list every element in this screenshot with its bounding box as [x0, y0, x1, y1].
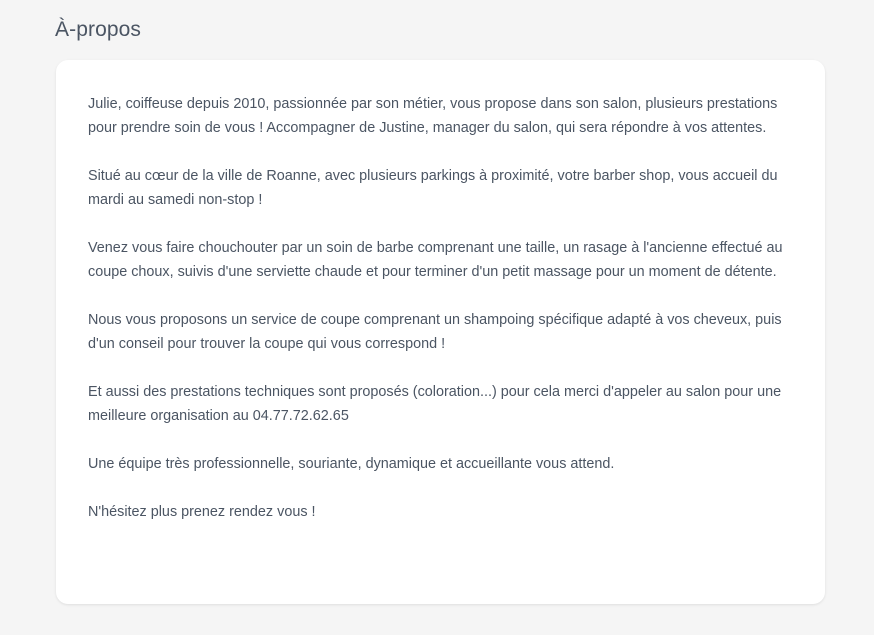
- about-paragraph-location: Situé au cœur de la ville de Roanne, avec plusieurs parkings à proximité, votre barber shop, vous accueil du mardi au samedi non-stop !: [88, 168, 778, 208]
- section-title: À-propos: [55, 18, 142, 41]
- about-paragraph-intro: Julie, coiffeuse depuis 2010, passionnée par son métier, vous propose dans son salon, plusieurs prestations pour prendre soin de vous ! Accompagner de Justine, manager du salon, qui sera répondre à vos attentes.: [88, 96, 778, 136]
- about-paragraph-call-to-action: N'hésitez plus prenez rendez vous !: [88, 504, 316, 520]
- about-paragraph-beard-care: Venez vous faire chouchouter par un soin de barbe comprenant une taille, un rasage à l'ancienne effectué au coupe choux, suivis d'une serviette chaude et pour terminer d'un petit massage pour un moment de détente.: [88, 240, 783, 280]
- about-paragraph-team: Une équipe très professionnelle, souriante, dynamique et accueillante vous attend.: [88, 456, 615, 472]
- about-paragraph-haircut: Nous vous proposons un service de coupe comprenant un shampoing spécifique adapté à vos cheveux, puis d'un conseil pour trouver la coupe qui vous correspond !: [88, 312, 782, 352]
- about-card: [56, 60, 825, 604]
- about-paragraph-technical-services: Et aussi des prestations techniques sont proposés (coloration...) pour cela merci d'appeler au salon pour une meilleure organisation au 04.77.72.62.65: [88, 384, 782, 424]
